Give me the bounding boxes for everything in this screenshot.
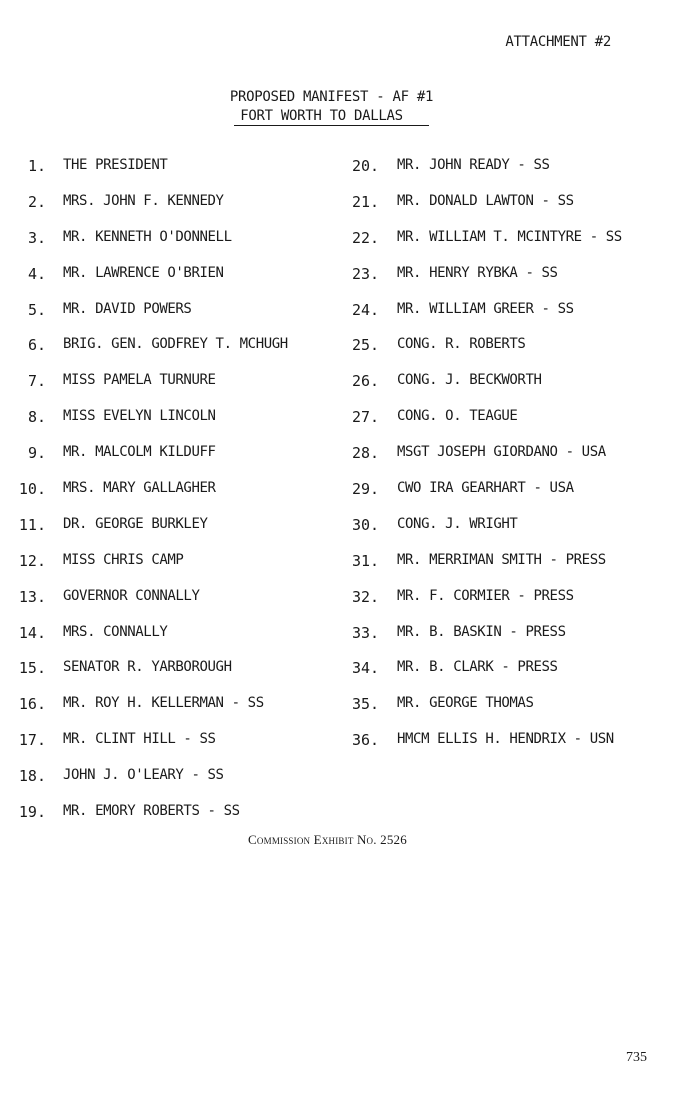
entry-number: 6. <box>27 336 46 355</box>
entry-number: 26. <box>352 372 380 391</box>
entry-number: 3. <box>27 228 46 247</box>
entry-name: SENATOR R. YARBOROUGH <box>63 659 232 676</box>
entry-name: MRS. MARY GALLAGHER <box>63 480 216 497</box>
entry-number: 23. <box>352 264 380 283</box>
entry-name: MISS EVELYN LINCOLN <box>63 408 216 425</box>
manifest-entry <box>352 695 672 731</box>
entry-number: 27. <box>352 408 380 427</box>
entry-number: 15. <box>18 659 46 678</box>
entry-number: 30. <box>352 515 380 534</box>
manifest-entry <box>18 301 338 337</box>
manifest-entry <box>352 157 672 193</box>
entry-name: MRS. CONNALLY <box>63 623 168 640</box>
manifest-entry <box>352 588 672 624</box>
entry-number: 12. <box>18 551 46 570</box>
manifest-entry <box>18 659 338 695</box>
entry-name: MR. HENRY RYBKA - SS <box>397 264 558 281</box>
entry-number: 16. <box>18 695 46 714</box>
entry-name: MR. B. CLARK - PRESS <box>397 659 558 676</box>
manifest-entry <box>18 480 338 516</box>
manifest-entry <box>18 731 338 767</box>
manifest-entry <box>352 372 672 408</box>
manifest-entry <box>352 265 672 301</box>
entry-name: BRIG. GEN. GODFREY T. MCHUGH <box>63 336 288 353</box>
manifest-entry <box>352 516 672 552</box>
entry-number: 17. <box>18 731 46 750</box>
entry-name: MISS CHRIS CAMP <box>63 551 184 568</box>
manifest-entry <box>18 444 338 480</box>
entry-number: 2. <box>27 192 46 211</box>
manifest-entry <box>352 301 672 337</box>
entry-number: 19. <box>18 803 46 822</box>
manifest-entry <box>18 265 338 301</box>
entry-number: 9. <box>27 444 46 463</box>
entry-number: 13. <box>18 587 46 606</box>
manifest-heading <box>0 88 691 126</box>
entry-name: CWO IRA GEARHART - USA <box>397 480 574 497</box>
manifest-entry <box>352 229 672 265</box>
entry-number: 1. <box>27 157 46 175</box>
manifest-title: PROPOSED MANIFEST - AF #1 <box>229 89 434 105</box>
entry-name: MR. DONALD LAWTON - SS <box>397 192 574 209</box>
entry-number: 25. <box>352 336 380 355</box>
entry-name: MR. MALCOLM KILDUFF <box>63 444 216 461</box>
entry-name: MR. WILLIAM T. MCINTYRE - SS <box>397 228 622 245</box>
manifest-entry <box>18 767 338 803</box>
manifest-entry <box>18 193 338 229</box>
exhibit-caption-text: Commission Exhibit No. 2526 <box>248 832 407 847</box>
entry-number: 32. <box>352 587 380 606</box>
entry-number: 4. <box>27 264 46 283</box>
entry-number: 14. <box>18 623 46 642</box>
manifest-column-right <box>352 157 672 767</box>
entry-name: HMCM ELLIS H. HENDRIX - USN <box>397 731 614 748</box>
exhibit-caption <box>0 832 691 848</box>
manifest-column-left <box>18 157 338 839</box>
entry-number: 7. <box>27 372 46 391</box>
manifest-entry <box>18 588 338 624</box>
manifest-entry <box>18 157 338 193</box>
entry-name: MR. LAWRENCE O'BRIEN <box>63 264 224 281</box>
entry-name: CONG. O. TEAGUE <box>397 408 518 425</box>
manifest-entry <box>352 624 672 660</box>
manifest-entry <box>352 480 672 516</box>
entry-name: MR. CLINT HILL - SS <box>63 731 216 748</box>
entry-name: CONG. R. ROBERTS <box>397 336 526 353</box>
entry-number: 11. <box>18 515 46 534</box>
entry-name: MSGT JOSEPH GIORDANO - USA <box>397 444 606 461</box>
entry-name: MR. EMORY ROBERTS - SS <box>63 803 240 820</box>
entry-name: MR. ROY H. KELLERMAN - SS <box>63 695 264 712</box>
entry-name: GOVERNOR CONNALLY <box>63 587 200 604</box>
manifest-entry <box>18 372 338 408</box>
entry-number: 28. <box>352 444 380 463</box>
manifest-entry <box>352 193 672 229</box>
entry-number: 35. <box>352 695 380 714</box>
manifest-entry <box>352 659 672 695</box>
attachment-label: ATTACHMENT #2 <box>505 34 611 50</box>
manifest-entry <box>18 336 338 372</box>
manifest-entry <box>352 552 672 588</box>
entry-number: 36. <box>352 731 380 750</box>
entry-name: MR. WILLIAM GREER - SS <box>397 300 574 317</box>
entry-name: CONG. J. BECKWORTH <box>397 372 542 389</box>
entry-number: 20. <box>352 157 380 175</box>
entry-name: MISS PAMELA TURNURE <box>63 372 216 389</box>
entry-name: MR. JOHN READY - SS <box>397 157 550 173</box>
manifest-route: FORT WORTH TO DALLAS <box>234 108 429 126</box>
entry-number: 24. <box>352 300 380 319</box>
entry-number: 29. <box>352 480 380 499</box>
entry-name: MR. DAVID POWERS <box>63 300 192 317</box>
page-number: 735 <box>626 1050 647 1065</box>
entry-name: THE PRESIDENT <box>63 157 168 173</box>
entry-number: 8. <box>27 408 46 427</box>
entry-name: CONG. J. WRIGHT <box>397 515 518 532</box>
entry-number: 18. <box>18 767 46 786</box>
entry-name: MR. F. CORMIER - PRESS <box>397 587 574 604</box>
entry-number: 22. <box>352 228 380 247</box>
manifest-entry <box>18 229 338 265</box>
entry-number: 34. <box>352 659 380 678</box>
entry-name: DR. GEORGE BURKLEY <box>63 515 208 532</box>
entry-number: 21. <box>352 192 380 211</box>
manifest-entry <box>18 695 338 731</box>
manifest-entry <box>18 516 338 552</box>
entry-name: MR. B. BASKIN - PRESS <box>397 623 566 640</box>
entry-name: MR. KENNETH O'DONNELL <box>63 228 232 245</box>
manifest-entry <box>352 336 672 372</box>
entry-name: MR. GEORGE THOMAS <box>397 695 534 712</box>
manifest-entry <box>352 408 672 444</box>
entry-number: 10. <box>18 480 46 499</box>
manifest-entry <box>18 408 338 444</box>
manifest-entry <box>18 552 338 588</box>
entry-name: JOHN J. O'LEARY - SS <box>63 767 224 784</box>
entry-number: 5. <box>27 300 46 319</box>
entry-number: 33. <box>352 623 380 642</box>
manifest-entry <box>18 624 338 660</box>
manifest-entry <box>352 444 672 480</box>
manifest-entry <box>352 731 672 767</box>
entry-number: 31. <box>352 551 380 570</box>
entry-name: MR. MERRIMAN SMITH - PRESS <box>397 551 606 568</box>
entry-name: MRS. JOHN F. KENNEDY <box>63 192 224 209</box>
